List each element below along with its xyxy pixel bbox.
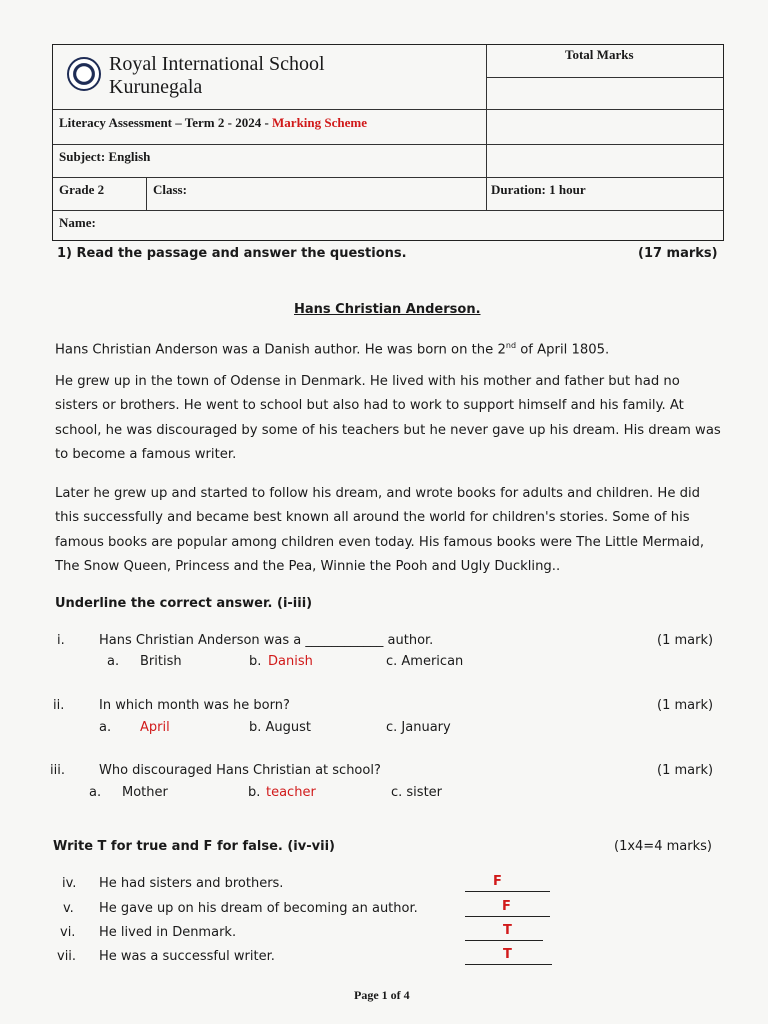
passage-title: Hans Christian Anderson.	[294, 302, 481, 317]
option-b-correct: Danish	[268, 654, 313, 669]
passage-paragraph-1: Hans Christian Anderson was a Danish author. He was born on the 2nd of April 1805.	[55, 341, 610, 358]
tf-statement: He gave up on his dream of becoming an author.	[99, 901, 418, 916]
school-city: Kurunegala	[109, 76, 203, 98]
question-number: ii.	[53, 698, 65, 713]
option-b: b. August	[249, 720, 312, 735]
section-instruction: 1) Read the passage and answer the questions.	[57, 246, 407, 261]
option-c: c. January	[386, 720, 451, 735]
answer-blank	[465, 916, 550, 917]
section-marks: (17 marks)	[638, 246, 718, 261]
page-number: Page 1 of 4	[354, 988, 410, 1002]
option-b-correct: teacher	[266, 785, 316, 800]
tf-number: vii.	[57, 949, 77, 964]
tf-answer: F	[502, 899, 511, 914]
name-label: Name:	[59, 215, 96, 230]
tf-marks: (1x4=4 marks)	[614, 839, 712, 854]
option-a-letter: a.	[89, 785, 102, 800]
tf-answer: F	[493, 874, 502, 889]
mcq-instruction: Underline the correct answer. (i-iii)	[55, 596, 313, 611]
tf-number: v.	[63, 901, 74, 916]
answer-blank	[465, 964, 552, 965]
tf-statement: He was a successful writer.	[99, 949, 275, 964]
question-number: iii.	[50, 763, 65, 778]
tf-statement: He had sisters and brothers.	[99, 876, 284, 891]
subject-label: Subject: English	[59, 149, 151, 164]
question-marks: (1 mark)	[657, 763, 714, 778]
passage-paragraph-2: He grew up in the town of Odense in Denmark. He lived with his mother and father but had no sisters or brothers. He went to school but also had to work to support himself and his family. At school, he was discouraged by some of his teachers but he never gave up his dream. His dream was to become a famous writer.	[55, 374, 721, 462]
question-marks: (1 mark)	[657, 698, 714, 713]
tf-number: vi.	[60, 925, 76, 940]
total-marks-label: Total Marks	[565, 47, 634, 62]
option-a-letter: a.	[107, 654, 120, 669]
school-name: Royal International School	[109, 53, 325, 75]
question-text: In which month was he born?	[99, 698, 290, 713]
question-marks: (1 mark)	[657, 633, 714, 648]
option-a-letter: a.	[99, 720, 112, 735]
option-c: c. sister	[391, 785, 443, 800]
tf-instruction: Write T for true and F for false. (iv-vii)	[53, 839, 335, 854]
option-c: c. American	[386, 654, 464, 669]
passage-paragraph-3: Later he grew up and started to follow his dream, and wrote books for adults and children. He did this successfully and became best known all around the world for children's stories. Some of his famous books are popular among children even today. His famous books were The Little Mermaid, The Snow Queen, Princess and the Pea, Winnie the Pooh and Ugly Duckling..	[55, 486, 705, 574]
grade-label: Grade 2	[59, 182, 105, 197]
option-b-letter: b.	[249, 654, 262, 669]
question-text: Who discouraged Hans Christian at school?	[99, 763, 381, 778]
tf-answer: T	[503, 923, 512, 938]
answer-blank	[465, 940, 543, 941]
option-a-correct: April	[140, 720, 170, 735]
option-b-letter: b.	[248, 785, 261, 800]
assessment-title: Literacy Assessment – Term 2 - 2024 - Marking Scheme	[59, 115, 367, 130]
option-a: Mother	[122, 785, 168, 800]
duration-label: Duration: 1 hour	[491, 182, 586, 197]
tf-statement: He lived in Denmark.	[99, 925, 237, 940]
answer-blank	[465, 891, 550, 892]
option-a: British	[140, 654, 182, 669]
question-text: Hans Christian Anderson was a ____________ author.	[99, 633, 434, 648]
header-table	[52, 44, 724, 241]
class-label: Class:	[153, 182, 187, 197]
question-number: i.	[57, 633, 65, 648]
tf-answer: T	[503, 947, 512, 962]
tf-number: iv.	[62, 876, 77, 891]
marking-scheme-label: Marking Scheme	[272, 115, 367, 130]
school-crest-logo	[67, 57, 101, 91]
